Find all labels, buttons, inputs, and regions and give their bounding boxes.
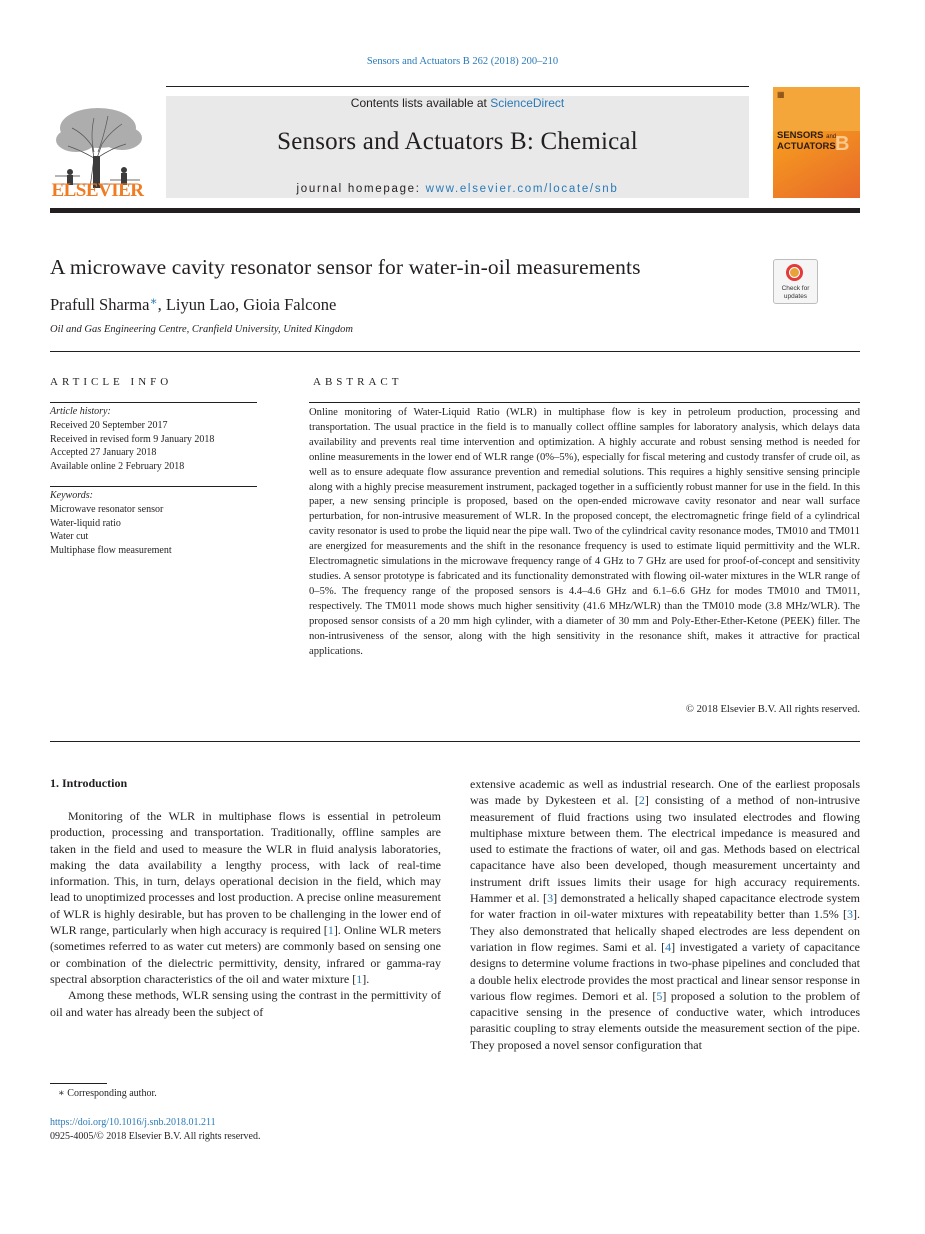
abstract-body: Online monitoring of Water-Liquid Ratio (WLR) in multiphase flow is key in petroleum production, processing and transportation. The usual practice in the field is to manually collect offline samples for laboratory analysis, which delays data availability and prevents real time intervention and optimization. A highly accurate and robust sensing method is needed for online measurements in the lower end of WLR range (0%–5%), especially for fiscal metering and custody transfer of crude oil, as well as to ensure adequate flow assurance prevention and remedial solutions. This requires a highly sensitive sensing principle along with a highly precise measurement instrument, packaged together in a sufficiently robust manner for use in the field. In this paper, a new sensing principle is proposed, based on the open-ended microwave cavity resonator and near wall surface perturbation, for non-intrusive measurement of WLR. In the proposed concept, the electromagnetic fringe field of a cylindrical cavity resonator is used to probe the liquid near the pipe wall. Two of the cylindrical cavity resonance modes, TM010 and TM011 are energized for measurements and the shift in the resonance frequency is used to estimate liquid permittivity and the WLR. Electromagnetic simulations in the microwave frequency range of 4 GHz to 7 GHz are used for proof-of-concept and sensitivity studies. A sensor prototype is fabricated and its functionality demonstrated with flowing oil-water mixtures in the WLR range of 0–5%. The frequency range of the proposed sensors is 4.4–4.6 GHz and 6.1–6.6 GHz for modes TM010 and TM011, respectively. The TM011 mode shows much higher sensitivity (41.6 MHz/WLR) than the TM010 mode (3.8 MHz/WLR). The proposed sensor consists of a 20 mm high cylinder, with a diameter of 30 mm and Poly-Ether-Ether-Ketone (PEEK) filler. The non-intrusiveness of the sensor, along with the high sensitivity in the resonance shift, makes it attractive for practical applications. xyxy=(309,407,860,657)
masthead-top-rule xyxy=(166,86,749,87)
abstract-rule xyxy=(309,402,860,403)
history-item: Available online 2 February 2018 xyxy=(50,460,185,472)
sciencedirect-link[interactable]: ScienceDirect xyxy=(490,96,565,110)
reference-link[interactable]: 1 xyxy=(356,971,363,986)
author-list xyxy=(50,294,336,315)
journal-citation-link[interactable]: Sensors and Actuators B 262 (2018) 200–210 xyxy=(366,56,559,67)
history-item: Accepted 27 January 2018 xyxy=(50,447,157,458)
homepage-prefix: journal homepage: xyxy=(296,183,426,195)
elsevier-wordmark: ELSEVIER xyxy=(51,180,144,201)
paper-title: A microwave cavity resonator sensor for water-in-oil measurements xyxy=(50,255,641,279)
keyword-item: Water-liquid ratio xyxy=(50,517,121,529)
homepage-link[interactable]: www.elsevier.com/locate/snb xyxy=(425,183,619,195)
keywords-rule xyxy=(50,486,257,487)
text-run: ] consisting of a method of non-intrusive measurement of fluid fractions using two insulated electrodes and flowing multiphase mixture between them. The electrical impedance is measured and used to estimate the fractions of water, oil and gas. Methods based on electrical capacitance have also been developed, though measurement uncertainty and instrument drift issues limits their usage for high accuracy requirements. Hammer et al. [ xyxy=(470,793,860,906)
text-run: ]. They also demonstrated that helically shaped electrodes are less dependent on variation in flow regimes. Sami et al. [ xyxy=(470,907,860,954)
text-run: ]. xyxy=(362,971,370,986)
author-1: Prafull Sharma xyxy=(50,295,150,314)
check-updates-line2: updates xyxy=(783,292,808,300)
abstract-heading: ABSTRACT xyxy=(313,376,403,388)
text-run: ] proposed a solution to the problem of capacitive sensing in the presence of conductive water, which introduces parasitic coupling to stray elements outside the measurement section of the pipe. They proposed a novel sensor configuration that xyxy=(470,988,861,1052)
history-item: Received 20 September 2017 xyxy=(50,420,168,431)
keyword-item: Water cut xyxy=(50,531,89,542)
cover-top-band xyxy=(773,87,860,131)
corresponding-author-mark[interactable]: ∗ xyxy=(149,294,158,308)
cover-publisher-mark-icon: ▦ xyxy=(777,90,785,99)
corresponding-author-footnote: ∗ Corresponding author. xyxy=(58,1088,157,1099)
keyword-item: Microwave resonator sensor xyxy=(50,504,164,515)
text-run: Monitoring of the WLR in multiphase flows is essential in petroleum production, processing and transportation. Traditionally, offline samples are taken in the field and used to measure the WLR in fluid analysis laboratories, making the data availability a lengthy process, with lack of real-time information. This, in turn, delays operational decision in the field, which may lead to unoptimized processes and lost production. A precise online measurement of WLR is highly desirable, but has proven to be challenging in the lower end of WLR range, particularly when high accuracy is required [ xyxy=(50,809,441,938)
cover-letter: B xyxy=(835,133,850,155)
journal-title: Sensors and Actuators B: Chemical xyxy=(277,128,638,155)
issn-copyright: 0925-4005/© 2018 Elsevier B.V. All rights reserved. xyxy=(50,1131,261,1142)
article-history-list xyxy=(50,419,214,473)
reference-link[interactable]: 3 xyxy=(547,891,554,906)
doi-link[interactable]: https://doi.org/10.1016/j.snb.2018.01.211 xyxy=(50,1117,216,1128)
article-info-heading: ARTICLE INFO xyxy=(50,376,173,388)
masthead-bottom-rule xyxy=(50,208,860,213)
journal-homepage xyxy=(166,183,749,195)
keywords-list xyxy=(50,503,172,557)
text-run: ] investigated a variety of capacitance designs to determine volume fractions in two-phase pipelines and concluded that a double helix electrode provides the most practical and linear sensor response in various flow regimes. Demori et al. [ xyxy=(470,939,861,1003)
keywords-label: Keywords: xyxy=(50,490,93,501)
cover-label xyxy=(777,131,836,152)
text-run: ] demonstrated a helically shaped capacitance electrode system for water fraction in oil-water mixtures with repeatability better than 1.5% [ xyxy=(470,891,861,922)
check-updates-label xyxy=(774,285,817,300)
body-column-right xyxy=(470,776,860,1053)
abstract-bottom-rule xyxy=(50,741,860,742)
contents-prefix: Contents lists available at xyxy=(350,96,491,110)
intro-paragraph-2: Among these methods, WLR sensing using the contrast in the permittivity of oil and water has already been the subject of xyxy=(50,988,441,1019)
affiliation: Oil and Gas Engineering Centre, Cranfield University, United Kingdom xyxy=(50,324,353,335)
check-updates-dot xyxy=(790,268,799,277)
text-run: ]. Online WLR meters (sometimes referred to as water cut meters) are commonly based on sensing one or combination of the dielectric permittivity, density, infrared or gamma-ray spectral absorption characteristics of the oil and water mixture [ xyxy=(50,923,441,986)
article-history-label: Article history: xyxy=(50,406,111,417)
check-updates-line1: Check for xyxy=(781,285,810,292)
cover-label-line2: ACTUATORS xyxy=(777,141,836,152)
footnote-rule xyxy=(50,1083,107,1084)
reference-link[interactable]: 1 xyxy=(327,923,334,938)
reference-link[interactable]: 5 xyxy=(656,988,663,1003)
intro-paragraph-2-cont xyxy=(470,776,860,1053)
reference-link[interactable]: 3 xyxy=(847,907,853,922)
article-info-rule xyxy=(50,402,257,403)
author-others: , Liyun Lao, Gioia Falcone xyxy=(157,295,337,314)
body-column-left xyxy=(50,808,441,1020)
contents-availability xyxy=(166,96,749,110)
keyword-item: Multiphase flow measurement xyxy=(50,544,172,556)
cover-label-and: and xyxy=(826,134,837,140)
title-block-rule xyxy=(50,351,860,352)
check-for-updates-button[interactable] xyxy=(773,259,818,304)
text-run: extensive academic as well as industrial research. One of the earliest proposals was made by Dykesteen et al. [ xyxy=(470,777,860,808)
cover-label-line1: SENSORS xyxy=(777,130,824,141)
history-item: Received in revised form 9 January 2018 xyxy=(50,433,215,445)
intro-paragraph-1 xyxy=(50,808,441,987)
section-heading-introduction: 1. Introduction xyxy=(50,776,128,790)
journal-cover-thumbnail[interactable] xyxy=(773,87,860,198)
abstract-copyright: © 2018 Elsevier B.V. All rights reserved. xyxy=(685,704,860,715)
reference-link[interactable]: 2 xyxy=(638,793,645,808)
reference-link[interactable]: 4 xyxy=(665,939,672,954)
